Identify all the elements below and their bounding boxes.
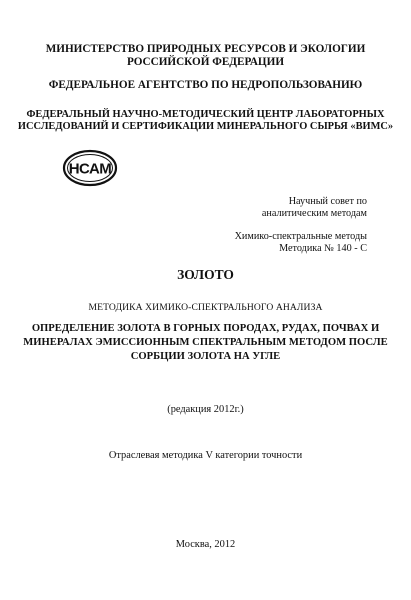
document-title: ЗОЛОТО [177, 267, 234, 282]
city-year: Москва, 2012 [175, 539, 236, 550]
agency-title: ФЕДЕРАЛЬНОЕ АГЕНТСТВО ПО НЕДРОПОЛЬЗОВАНИЮ [48, 79, 363, 91]
method-type: МЕТОДИКА ХИМИКО-СПЕКТРАЛЬНОГО АНАЛИЗА [88, 302, 323, 313]
logo-text: НСАМ [68, 160, 112, 178]
council-line2: аналитическим методам [261, 208, 367, 219]
method-title-line1: ОПРЕДЕЛЕНИЕ ЗОЛОТА В ГОРНЫХ ПОРОДАХ, РУДАХ, ПОЧВАХ И [31, 323, 380, 334]
center-title-line2: ИССЛЕДОВАНИЙ И СЕРТИФИКАЦИИ МИНЕРАЛЬНОГО СЫРЬЯ «ВИМС» [17, 121, 394, 132]
method-title-line2: МИНЕРАЛАХ ЭМИССИОННЫМ СПЕКТРАЛЬНЫМ МЕТОДОМ ПОСЛЕ [23, 337, 388, 348]
revision-note: (редакция 2012г.) [167, 404, 244, 415]
council-line3: Химико-спектральные методы [234, 231, 367, 242]
nsam-logo-icon [62, 148, 118, 188]
method-number: Методика № 140 - С [279, 243, 367, 254]
center-title-line1: ФЕДЕРАЛЬНЫЙ НАУЧНО-МЕТОДИЧЕСКИЙ ЦЕНТР ЛАБОРАТОРНЫХ [26, 109, 385, 120]
method-title-line3: СОРБЦИИ ЗОЛОТА НА УГЛЕ [130, 351, 281, 362]
accuracy-category: Отраслевая методика V категории точности [108, 450, 303, 461]
ministry-title-line1: МИНИСТЕРСТВО ПРИРОДНЫХ РЕСУРСОВ И ЭКОЛОГИИ [45, 43, 366, 55]
council-line1: Научный совет по [288, 196, 367, 207]
ministry-title-line2: РОССИЙСКОЙ ФЕДЕРАЦИИ [126, 56, 285, 68]
